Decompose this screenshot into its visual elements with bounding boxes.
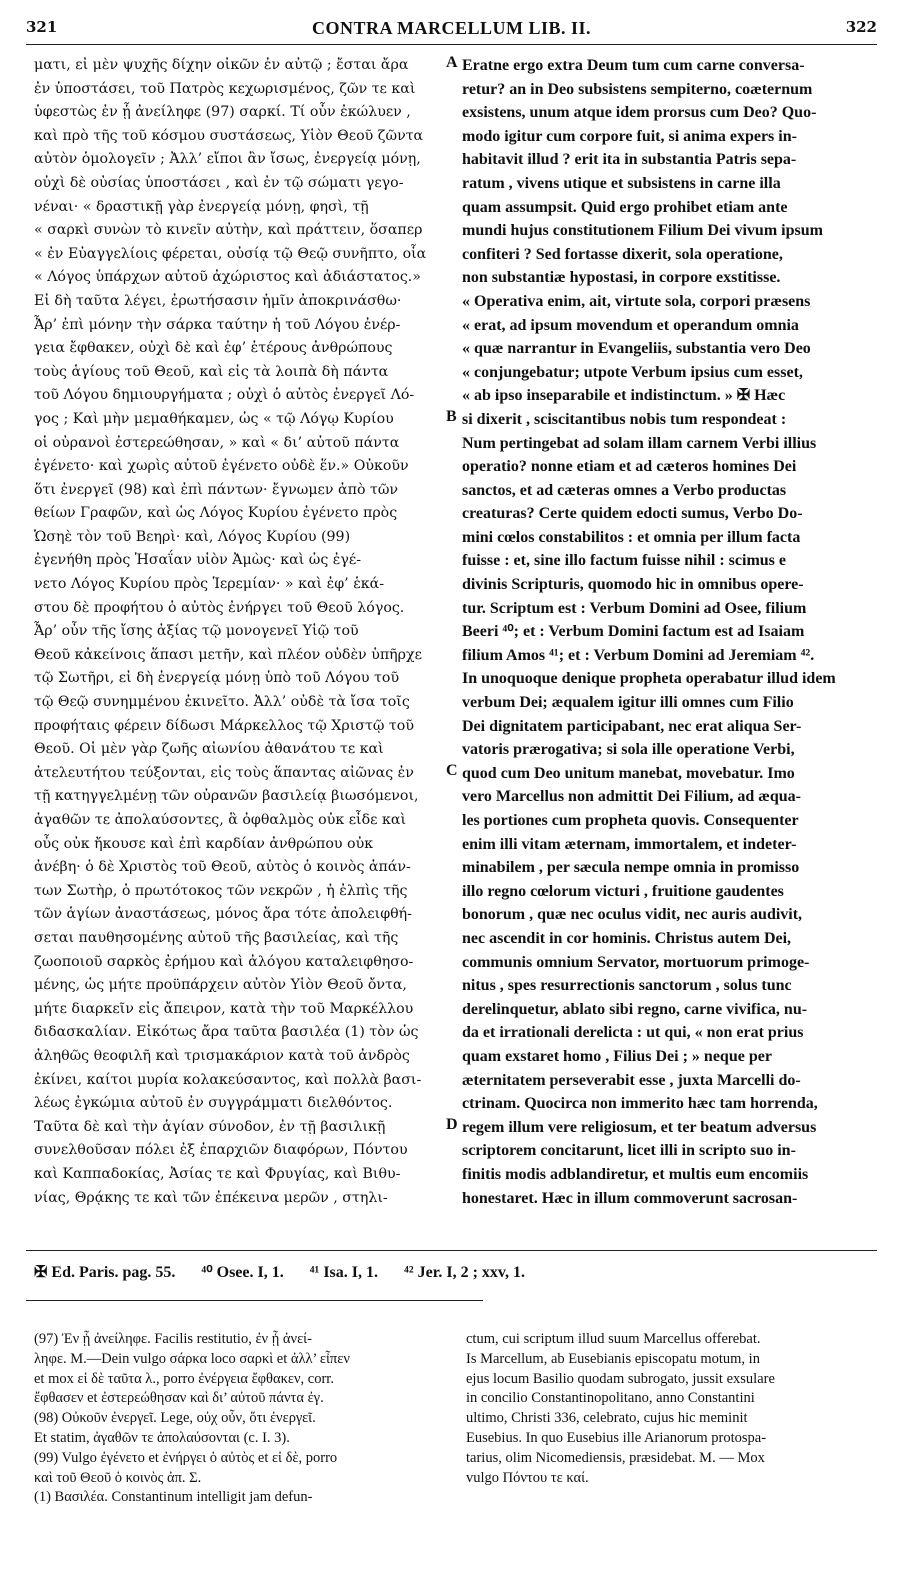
latin-text-line: mini cœlos constabilitos : et omnia per illum facta — [462, 528, 801, 546]
greek-text-line: Θεοῦ κἀκείνοις ἅπασι μετῆν, καὶ πλέον οὐδὲν ὑπῆρχε — [34, 646, 422, 663]
greek-text-line: Ἆρ’ ἐπὶ μόνην τὴν σάρκα ταύτην ἡ τοῦ Λόγου ἐνέρ- — [34, 316, 401, 333]
greek-text-line: γεια ἔφθακεν, οὐχὶ δὲ καὶ ἐφ’ ἑτέρους ἀνθρώπους — [34, 340, 393, 357]
latin-text-line: habitavit illud ? erit ita in substantia Patris sepa- — [462, 151, 797, 169]
latin-text-line: tur. Scriptum est : Verbum Domini ad Osee, filium — [462, 599, 807, 617]
latin-text-line: Num pertingebat ad solam illam carnem Verbi illius — [462, 434, 817, 452]
greek-text-line: των Σωτὴρ, ὁ πρωτότοκος τῶν νεκρῶν , ἡ ἐλπὶς τῆς — [34, 882, 408, 899]
latin-text-line: exsistens, unum atque idem prorsus cum Deo? Quo- — [462, 104, 817, 122]
latin-text-line: « Operativa enim, ait, virtute sola, corpori præsens — [462, 292, 811, 310]
latin-text-line: minabilem , per sæcula nempe omnia in promisso — [462, 859, 800, 877]
latin-text-line: nec ascendit in cor hominis. Christus autem Dei, — [462, 929, 792, 947]
footnote-line: (97) Ἐν ᾗ ἀνείληφε. Facilis restitutio, ἐν ᾗ ἀνεί- — [34, 1331, 312, 1347]
greek-text-line: Θεοῦ. Οἱ μὲν γὰρ ζωῆς αἰωνίου ἀθανάτου τε καὶ — [34, 741, 384, 758]
latin-text-line: « ab ipso inseparabile et indistinctum. » ✠ Hæc — [462, 387, 786, 405]
greek-text-line: ὑφεστὼς ἐν ᾗ ἀνείληφε (97) σαρκί. Τί οὖν ἐκώλυεν , — [34, 104, 411, 121]
greek-text-line: προφήταις φέρειν δίδωσι Μάρκελλος τῷ Χριστῷ τοῦ — [34, 717, 414, 734]
scripture-reference-41: ⁴¹ Isa. I, 1. — [309, 1264, 379, 1281]
greek-text-line: καὶ Καππαδοκίας, Ἀσίας τε καὶ Φρυγίας, καὶ Βιθυ- — [34, 1165, 401, 1182]
greek-text-line: αὐτὸν ὁμολογεῖν ; Ἀλλ’ εἴποι ἂν ἴσως, ἐνεργείᾳ μόνῃ, — [34, 151, 421, 168]
greek-text-line: ἐγένετο· καὶ χωρὶς αὐτοῦ ἐγένετο οὐδὲ ἕν.» Οὐκοῦν — [34, 458, 409, 475]
latin-text-line: modo igitur cum corpore fuit, si anima expers in- — [462, 127, 797, 145]
greek-text-line: ματι, εἰ μὲν ψυχῆς δίχην οἰκῶν ἐν αὐτῷ ; ἔσται ἄρα — [34, 57, 409, 73]
latin-text-line: ratum , vivens utique et subsistens in carne illa — [462, 174, 781, 192]
greek-text-line: τῇ κατηγγελμένῃ τῶν οὐρανῶν βασιλείᾳ βιωσόμενοι, — [34, 788, 419, 805]
greek-text-line: ἀγαθῶν τε ἀπολαύσοντες, ἃ ὀφθαλμὸς οὐκ εἶδε καὶ — [34, 812, 407, 828]
latin-text-line: quam exstaret homo , Filius Dei ; » neque per — [462, 1047, 772, 1065]
page-number-left: 321 — [26, 18, 58, 36]
latin-text-line: bonorum , quæ nec oculus vidit, nec auris audivit, — [462, 906, 803, 924]
footnote-line: ληφε. M.—Dein vulgo σάρκα loco σαρκὶ et ἀλλ’ εἶπεν — [34, 1350, 350, 1367]
greek-text-line: στου δὲ προφήτου ὁ αὐτὸς ἐνήργει τοῦ Θεοῦ λόγος. — [34, 599, 405, 616]
latin-text-line: creaturas? Certe quidem edocti sumus, Verbo Do- — [462, 505, 803, 523]
greek-text-line: συνελθοῦσαν πόλει ἐξ ἐπαρχιῶν διαφόρων, Πόντου — [34, 1142, 408, 1159]
latin-text-line: In unoquoque denique propheta operabatur illud idem — [462, 670, 836, 688]
footnote-line: καὶ τοῦ Θεοῦ ὁ κοινὸς ἀπ. Σ. — [34, 1469, 202, 1486]
greek-text-line: διδασκαλίαν. Εἰκότως ἄρα ταῦτα βασιλέα (1) τὸν ὡς — [34, 1024, 419, 1041]
latin-text-line: nitus , spes resurrectionis sanctorum , solus tunc — [462, 977, 792, 995]
greek-text-line: θείων Γραφῶν, καὶ ὡς Λόγος Κυρίου ἐγένετο πρὸς — [34, 505, 398, 522]
latin-text-line: « quæ narrantur in Evangeliis, substantia vero Deo — [462, 340, 811, 358]
greek-text-line: Ταῦτα δὲ καὶ τὴν ἁγίαν σύνοδον, ἐν τῇ βασιλικῇ — [34, 1118, 386, 1135]
footnote-line: (1) Βασιλέα. Constantinum intelligit jam defun- — [34, 1489, 313, 1506]
greek-text-line: τοῦ Λόγου δημιουργήματα ; οὐχὶ ὁ αὐτὸς ἐνεργεῖ Λό- — [34, 387, 415, 404]
footnote-line: et mox εἰ δὲ ταῦτα λ., porro ἐνέργεια ἔφθακεν, corr. — [34, 1370, 334, 1387]
latin-text-line: fuisse : et, sine illo factum fuisse nihil : scimus e — [462, 552, 786, 570]
footnote-line: ἔφθασεν et ἐστερεώθησαν καὶ δι’ αὐτοῦ πάντα ἐγ. — [34, 1390, 324, 1407]
greek-text-line: ὅτι ἐνεργεῖ (98) καὶ ἐπὶ πάντων· ἔγνωμεν ἀπὸ τῶν — [34, 481, 399, 498]
footnote-line: (98) Οὐκοῦν ἐνεργεῖ. Lege, οὐχ οὖν, ὅτι ἐνεργεῖ. — [34, 1410, 316, 1427]
greek-text-line: λέως ἐγκώμια αὐτοῦ ἐν συγγράμματι διελθόντος. — [34, 1095, 393, 1112]
greek-text-line: « σαρκὶ συνὼν τὸ κινεῖν αὐτὴν, καὶ πράττειν, ὅσαπερ — [34, 222, 423, 239]
footnote-line: Eusebius. In quo Eusebius ille Arianorum protospa- — [466, 1429, 767, 1446]
running-header — [26, 18, 877, 45]
latin-text-line: derelinquetur, ablato sibi regno, carne vivifica, nu- — [462, 1000, 808, 1018]
latin-text-line: communis omnium Servator, mortuorum primoge- — [462, 953, 810, 971]
latin-text-line: Dei dignitatem participabant, nec erat aliqua Ser- — [462, 717, 802, 735]
footnotes-left-column — [34, 1330, 444, 1508]
latin-text-line: finitis modis adblandiretur, et multis eum encomiis — [462, 1165, 809, 1183]
greek-text-line: γος ; Καὶ μὴν μεμαθήκαμεν, ὡς « τῷ Λόγῳ Κυρίου — [34, 410, 394, 427]
footnote-line: vulgo Πόντου τε καί. — [466, 1469, 589, 1486]
latin-text-line: retur? an in Deo subsistens sempiterno, coæternum — [462, 80, 813, 98]
latin-text-line: quod cum Deo unitum manebat, movebatur. Imo — [462, 764, 795, 782]
running-title: CONTRA MARCELLUM LIB. II. — [311, 18, 592, 38]
greek-text-line: ἀληθῶς θεοφιλῆ καὶ τρισμακάριον κατὰ τοῦ ἀνδρὸς — [34, 1047, 410, 1064]
latin-text-line: les portiones cum propheta quovis. Consequenter — [462, 812, 799, 829]
greek-text-line: τῷ Θεῷ συνημμένου ἐκινεῖτο. Ἀλλ’ οὐδὲ τὰ ἴσα τοῖς — [34, 694, 410, 711]
greek-text-line: τῶν ἁγίων ἀναστάσεως, μόνος ἄρα τότε ἀπολειφθή- — [34, 906, 412, 923]
greek-text-line: σεται παυθησομένης αὐτοῦ τῆς βασιλείας, καὶ τῆς — [34, 929, 399, 946]
greek-text-line: μήτε διαρκεῖν εἰς ἄπειρον, κατὰ τὴν τοῦ Μαρκέλλου — [34, 1000, 414, 1017]
latin-text-line: æternitatem perseverabit esse , juxta Marcelli do- — [462, 1071, 801, 1089]
greek-text-line: ἀτελευτήτου τεύξονται, εἰς τοὺς ἅπαντας αἰῶνας ἐν — [34, 764, 414, 781]
footnote-line: (99) Vulgo ἐγένετο et ἐνήργει ὁ αὐτὸς et εἰ δὲ, porro — [34, 1449, 338, 1466]
greek-text-line: ἐκίνει, καίτοι μυρία κολακεύσαντος, καὶ πολλὰ βασι- — [34, 1071, 422, 1088]
margin-letter-c: C — [446, 762, 458, 779]
latin-text-line: enim illi vitam æternam, immortalem, et indeter- — [462, 835, 797, 853]
greek-text-line: « Λόγος ὑπάρχων αὐτοῦ ἀχώριστος καὶ ἀδιάστατος.» — [34, 269, 421, 286]
latin-text-line: non substantiæ hypostasi, in corpore exstitisse. — [462, 269, 781, 287]
latin-text-line: divinis Scripturis, quomodo hic in omnibus opere- — [462, 576, 804, 594]
footnote-line: ejus locum Basilio quodam subrogato, jussit exsulare — [466, 1370, 775, 1387]
greek-text-line: νετο Λόγος Κυρίου πρὸς Ἱερεμίαν· » καὶ ἐφ’ ἑκά- — [34, 576, 385, 593]
footnotes-right-column — [466, 1330, 880, 1488]
greek-text-line: οἱ οὐρανοὶ ἐστερεώθησαν, » καὶ « δι’ αὐτοῦ πάντα — [34, 434, 400, 451]
latin-text-line: sanctos, et ad cæteras omnes a Verbo productas — [462, 481, 787, 499]
greek-text-line: « ἐν Εὐαγγελίοις φέρεται, οὐσίᾳ τῷ Θεῷ συνῆπτο, οἷα — [34, 245, 427, 262]
latin-text-line: mundi hujus constitutionem Filium Dei vivum ipsum — [462, 222, 823, 240]
footnote-line: Is Marcellum, ab Eusebianis episcopatu motum, in — [466, 1350, 760, 1367]
margin-letter-b: B — [446, 408, 457, 425]
footnote-divider — [26, 1300, 483, 1301]
latin-text-line: vero Marcellus non admittit Dei Filium, ad æqua- — [462, 788, 801, 806]
page-number-right: 322 — [845, 18, 877, 36]
latin-text-line: regem illum vere religiosum, et ter beatum adversus — [462, 1118, 817, 1136]
footnote-line: ctum, cui scriptum illud suum Marcellus offerebat. — [466, 1331, 761, 1347]
latin-text-line: Eratne ergo extra Deum tum cum carne conversa- — [462, 57, 805, 74]
latin-text-line: ctrinam. Quocirca non immerito hæc tam horrenda, — [462, 1095, 818, 1113]
latin-text-line: confiteri ? Sed fortasse dixerit, sola operatione, — [462, 245, 783, 263]
latin-text-line: scriptorem concitarunt, licet illi in scripto suo in- — [462, 1142, 796, 1160]
latin-text-line: da et irrationali derelicta : ut qui, « non erat prius — [462, 1024, 804, 1042]
latin-text-line: vatoris prærogativa; si sola ille operatione Verbi, — [462, 741, 795, 759]
latin-text-line: operatio? nonne etiam et ad cæteros homines Dei — [462, 458, 797, 476]
greek-text-line: τῷ Σωτῆρι, εἰ δὴ ἐνεργείᾳ μόνῃ ὑπὸ τοῦ Λόγου τοῦ — [34, 670, 400, 687]
greek-text-line: Ὡσηὲ τὸν τοῦ Βεηρὶ· καὶ, Λόγος Κυρίου (99) — [34, 528, 351, 545]
greek-text-line: ἀνέβη· ὁ δὲ Χριστὸς τοῦ Θεοῦ, αὐτὸς ὁ κοινὸς ἁπάν- — [34, 859, 411, 876]
greek-text-line: ἐν ὑποστάσει, τοῦ Πατρὸς κεχωρισμένος, ζῶν τε καὶ — [34, 80, 416, 97]
scripture-reference-42: ⁴² Jer. I, 2 ; xxv, 1. — [404, 1264, 526, 1281]
greek-text-line: Ἆρ’ οὖν τῆς ἴσης ἀξίας τῷ μονογενεῖ Υἱῷ τοῦ — [34, 623, 359, 640]
greek-text-line: μένης, ὡς μήτε προϋπάρχειν αὐτὸν Υἱὸν Θεοῦ ὄντα, — [34, 977, 407, 994]
footnote-line: ultimo, Christi 336, celebrato, cujus hic meminit — [466, 1410, 748, 1427]
greek-text-line: νίας, Θρᾴκης τε καὶ τῶν ἐπέκεινα μερῶν , στηλι- — [34, 1189, 388, 1206]
latin-text-line: illo regno cœlorum victuri , fruitione gaudentes — [462, 882, 784, 900]
scripture-reference-40: ⁴⁰ Osee. I, 1. — [201, 1264, 284, 1281]
margin-letter-a: A — [446, 54, 458, 71]
greek-text-line: Εἰ δὴ ταῦτα λέγει, ἐρωτήσασιν ἡμῖν ἀποκρινάσθω· — [34, 292, 402, 309]
latin-text-column — [462, 54, 882, 1210]
greek-text-line: καὶ πρὸ τῆς τοῦ κόσμου συστάσεως, Υἱὸν Θεοῦ ζῶντα — [34, 127, 424, 144]
greek-text-column — [34, 54, 442, 1210]
footnote-line: Et statim, ἀγαθῶν τε ἀπολαύσονται (c. I. 3). — [34, 1429, 290, 1446]
greek-text-line: οὖς οὐκ ἤκουσε καὶ ἐπὶ καρδίαν ἀνθρώπου οὐκ — [34, 835, 374, 852]
latin-text-line: honestaret. Hæc in illum commoverunt sacrosan- — [462, 1189, 798, 1207]
greek-text-line: νέναι· « δραστικῇ γὰρ ἐνεργείᾳ μόνῃ, φησὶ, τῇ — [34, 198, 369, 215]
latin-text-line: verbum Dei; æqualem igitur illi omnes cum Filio — [462, 694, 794, 712]
marginal-references — [34, 1262, 884, 1282]
notes-divider — [26, 1250, 877, 1251]
latin-text-line: si dixerit , sciscitantibus nobis tum respondeat : — [462, 410, 787, 428]
greek-text-line: τοὺς ἁγίους τοῦ Θεοῦ, καὶ εἰς τὰ λοιπὰ δὴ πάντα — [34, 363, 389, 380]
greek-text-line: οὐχὶ δὲ οὐσίας ὑποστάσει , καὶ ἐν τῷ σώματι γεγο- — [34, 174, 404, 191]
greek-text-line: ζωοποιοῦ σαρκὸς ἐρήμου καὶ ἀλόγου καταλειφθησο- — [34, 953, 414, 970]
latin-text-line: « erat, ad ipsum movendum et operandum omnia — [462, 316, 799, 334]
latin-text-line: quam assumpsit. Quid ergo prohibet etiam ante — [462, 198, 788, 216]
edition-reference: ✠ Ed. Paris. pag. 55. — [34, 1264, 176, 1281]
footnote-line: in concilio Constantinopolitano, anno Constantini — [466, 1390, 755, 1407]
latin-text-line: Beeri ⁴⁰; et : Verbum Domini factum est ad Isaiam — [462, 623, 805, 641]
latin-text-line: « conjungebatur; utpote Verbum ipsius cum esset, — [462, 363, 803, 381]
margin-letter-d: D — [446, 1116, 458, 1133]
footnote-line: tarius, olim Nicomediensis, præsidebat. M. — Mox — [466, 1449, 765, 1466]
latin-text-line: filium Amos ⁴¹; et : Verbum Domini ad Jeremiam ⁴². — [462, 646, 815, 664]
greek-text-line: ἐγενήθη πρὸς Ἡσαΐαν υἱὸν Ἀμὼς· καὶ ὡς ἐγέ- — [34, 552, 362, 569]
